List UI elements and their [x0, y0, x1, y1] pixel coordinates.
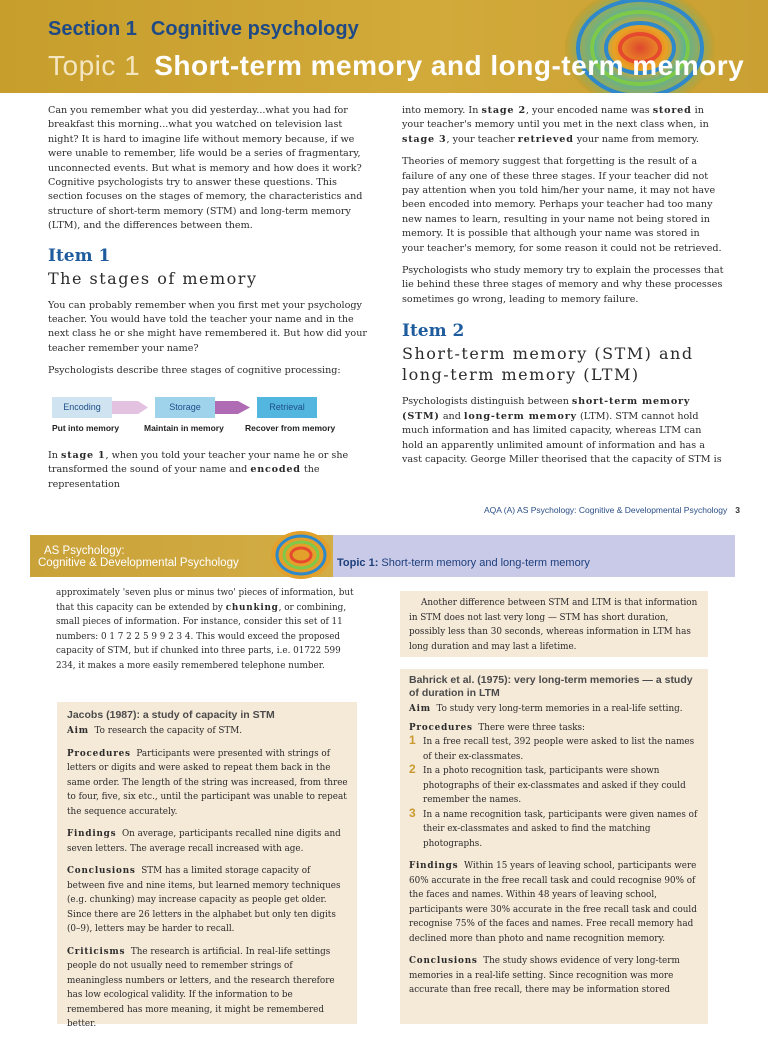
duration-paragraph: Another difference between STM and LTM is that information in STM does not last very long — STM has short duration, possibly less than 30 seconds, whereas information in LTM has long duration and may last a lifetime. [409, 598, 698, 652]
stage-box-retrieval: Retrieval [257, 397, 317, 418]
task-number: 3 [409, 805, 416, 820]
page1-left-column [48, 104, 370, 387]
intro-paragraph: Can you remember what you did yesterday...what you had for breakfast this morning...what you watched on television last night? It is hard to imagine life without memory because, if we were unable to remember, life would be a series of fragmentary, unconnected events. But what is memory and how does it work? Cognitive psychologists try to answer these questions. This section focuses on the stages of memory, the characteristics and structure of short-term memory (STM) and long-term memory (LTM), and the differences between them. [48, 105, 363, 232]
bahrick-aim: Aim To study very long-term memories in a real-life setting. [409, 704, 683, 714]
bahrick-task-item [409, 764, 701, 808]
item2-subheading: Short-term memory (STM) and long-term memory (LTM) [402, 344, 694, 385]
memory-stages-diagram [52, 397, 336, 437]
bahrick-procedures: Procedures There were three tasks: [409, 722, 586, 733]
stage-box-encoding: Encoding [52, 397, 112, 418]
topic-number: Topic 1 [48, 50, 141, 81]
page1-header-banner [0, 0, 768, 93]
bahrick-conclusions: Conclusions The study shows evidence of very long-term memories in a real-life setting. Since recognition was more accurate than free recall, there may be information stored [409, 956, 680, 995]
jacobs-study-box [57, 702, 357, 1029]
jacobs-procedures: Procedures Participants were presented with strings of letters or digits and were asked to repeat them back in the same order. The length of the string was increased, from three to four, five, six etc., until the participant was unable to repeat the sequence accurately. [67, 748, 348, 817]
task-number: 2 [409, 762, 416, 776]
task-text: In a free recall test, 392 people were asked to list the names of their ex-classmates. [423, 737, 695, 762]
item1-subheading: The stages of memory [48, 268, 258, 288]
bahrick-findings: Findings Within 15 years of leaving school, participants were 60% accurate in the free recall task and could recognise 90% of the faces and names. Within 48 years of leaving school, participants were 30% accurate in the free recall task and could recognise 75% of the faces and names. Free recall memory had declined more than photo and name recognition memory. [409, 861, 697, 944]
page2-header-line2: Cognitive & Developmental Psychology [38, 557, 239, 569]
processes-paragraph: Psychologists who study memory try to explain the processes that lie behind these three stages of memory and why these processes sometimes go wrong, leading to memory failure. [402, 265, 724, 305]
bahrick-task-list [409, 735, 701, 851]
stage2-paragraph: into memory. In stage 2, your encoded name was stored in your teacher's memory until you met in the next class when, in stage 3, your teacher retrieved your name from memory. [402, 105, 709, 145]
jacobs-aim: Aim To research the capacity of STM. [67, 726, 243, 736]
jacobs-criticisms: Criticisms The research is artificial. In real-life settings people do not usually need to remember strings of meaningless numbers or letters, and the research therefore has low ecological validity. If the information to be remembered has more meaning, it might be remembered better. [67, 946, 335, 1029]
page1-left-column-bottom [48, 449, 370, 500]
bahrick-title: Bahrick et al. (1975): very long-term memories — a study of duration in LTM [409, 674, 693, 699]
stage-caption-encoding: Put into memory [52, 423, 120, 433]
forgetting-paragraph: Theories of memory suggest that forgetting is the result of a failure of any one of these three stages. If your teacher did not pay attention when you told him/her your name, it may not have been encoded into memory. Perhaps your teacher had too many new names to learn, resulting in your name not being stored in memory. It is possible that although your name was stored in your teacher's memory, for some reason it could not be retrieved. [402, 156, 722, 254]
chunking-paragraph: approximately 'seven plus or minus two' pieces of information, but that this capacity can be extended by chunking, or combining, small pieces of information. For instance, consider this set of 11 numbers: 0 1 7 2 2 5 9 9 2 3 4. This would exceed the proposed capacity of STM, but if chunked into three parts, i.e. 01722 599 234, it makes a more easily remembered telephone number. [56, 588, 354, 671]
topic-heading [48, 50, 744, 82]
stm-ltm-duration-box [400, 591, 708, 657]
page1-right-column [402, 104, 724, 475]
task-text: In a photo recognition task, participants were shown photographs of their ex-classmates and asked if they could remember the names. [423, 766, 686, 805]
jacobs-findings: Findings On average, participants recalled nine digits and seven letters. The average recall increased with age. [67, 829, 341, 854]
section-title: Cognitive psychology [150, 18, 359, 40]
page-footer [0, 505, 740, 515]
stage-caption-retrieval: Recover from memory [245, 423, 336, 433]
task-number: 1 [409, 733, 416, 747]
item1-heading: Item 1 [48, 245, 111, 266]
bahrick-study-box [400, 669, 708, 1024]
bahrick-task-item [409, 735, 701, 764]
item1-stages-intro: Psychologists describe three stages of cognitive processing: [48, 365, 341, 377]
section-heading [48, 18, 359, 41]
topic-title: Short-term memory and long-term memory [154, 50, 745, 81]
page2-header-left [30, 535, 335, 577]
section-number: Section 1 [48, 18, 137, 40]
stage-caption-storage: Maintain in memory [144, 423, 224, 433]
jacobs-title: Jacobs (1987): a study of capacity in STM [67, 709, 275, 721]
item2-heading: Item 2 [402, 321, 465, 342]
item2-paragraph: Psychologists distinguish between short-term memory (STM) and long-term memory (LTM). STM cannot hold much information and has limited capacity, whereas LTM can hold an apparently unlimited amount of information and has a vast capacity. George Miller theorised that the capacity of STM is [402, 396, 722, 465]
stage1-paragraph: In stage 1, when you told your teacher your name he or she transformed the sound of your name and encoded the representation [48, 450, 349, 490]
jacobs-conclusions: Conclusions STM has a limited storage capacity of between five and nine items, but learned memory techniques (e.g. chunking) may increase capacity as people get older. Since there are 26 letters in the alphabet but only ten digits (0–9), letters may be harder to recall. [67, 866, 341, 934]
item1-paragraph: You can probably remember when you first met your psychology teacher. You would have told the teacher your name and in the next class he or she might have remembered it. But how did your teacher remember your name? [48, 299, 367, 354]
task-text: In a name recognition task, participants were given names of their ex-classmates and asked to find the matching photographs. [423, 809, 698, 849]
page2-left-paragraph [56, 586, 354, 681]
page2-header-line1: AS Psychology: [44, 545, 125, 557]
page2-header-right [333, 535, 735, 577]
footer-title: AQA (A) AS Psychology: Cognitive & Developmental Psychology [483, 505, 728, 515]
page-number: 3 [735, 505, 740, 515]
stage-box-storage: Storage [155, 397, 215, 418]
bahrick-task-item [409, 805, 701, 852]
fingerprint-thumb-icon [268, 531, 334, 579]
page2-topic-title: Topic 1: Short-term memory and long-term memory [337, 557, 590, 569]
